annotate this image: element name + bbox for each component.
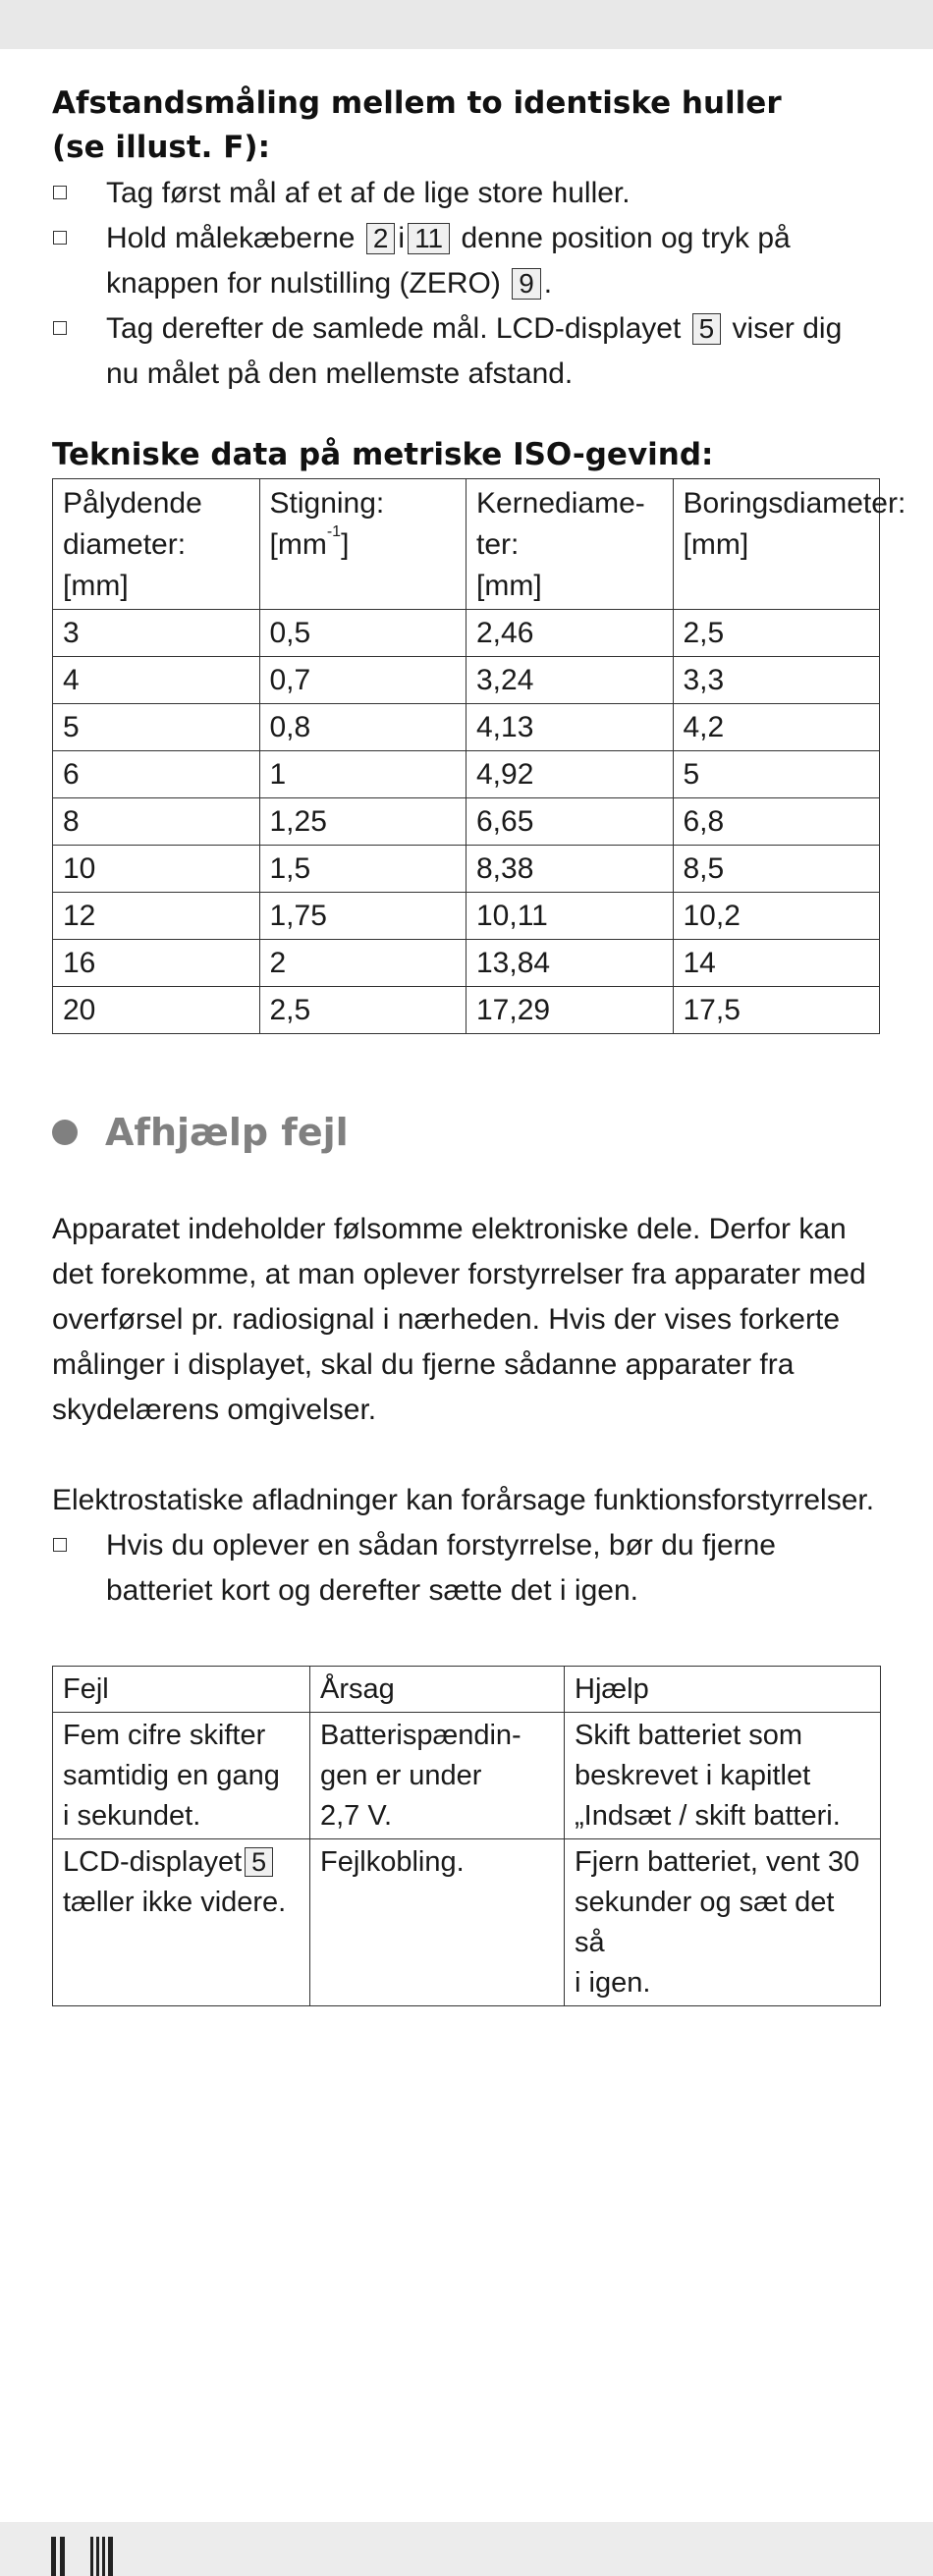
part-ref-badge: 11 [408,223,450,254]
part-ref-badge: 5 [692,313,722,345]
page-bottom-band [0,2522,933,2576]
list-item: Hvis du oplever en sådan forstyrrelse, bør du fjerne batteriet kort og derefter sætte det i igen. [52,1523,880,1614]
gray-dot-icon [52,1120,78,1145]
tech-data-heading: Tekniske data på metriske ISO-gevind: [52,437,714,472]
header-aarsag: Årsag [310,1667,565,1713]
table-row: 20 2,5 17,29 17,5 [53,987,880,1034]
header-drill-diameter: Boringsdiameter: [mm] [673,479,880,610]
error-table [52,1666,881,2006]
electrostatic-steps [52,1523,880,1614]
distance-heading-line2: (se illust. F): [52,130,270,165]
table-row: 8 1,25 6,65 6,8 [53,798,880,846]
table-row: Fem cifre skifter samtidig en gang i sekundet. Batterispændin- gen er under 2,7 V. Skift batteriet som beskrevet i kapitlet „Indsæt / skift batteri. [53,1713,881,1839]
table-header-row [53,479,880,610]
distance-heading [52,82,880,170]
table-header-row [53,1667,881,1713]
header-fejl: Fejl [53,1667,310,1713]
table-row: 10 1,5 8,38 8,5 [53,846,880,893]
checkbox-square-icon [53,231,67,245]
table-row: 12 1,75 10,11 10,2 [53,893,880,940]
table-row: 16 2 13,84 14 [53,940,880,987]
table-row: 4 0,7 3,24 3,3 [53,657,880,704]
interference-paragraph: Apparatet indeholder følsomme elektroniske dele. Derfor kan det forekomme, at man oplever forstyrrelser fra apparater med overførsel pr. radiosignal i nærheden. Hvis der vises forkerte målinger i displayet, skal du fjerne sådanne apparater fra skydelærens omgivelser. [52,1213,866,1426]
header-hjaelp: Hjælp [565,1667,881,1713]
checkbox-square-icon [53,1538,67,1552]
list-item: Tag først mål af et af de lige store huller. [52,171,880,216]
part-ref-badge: 5 [245,1847,273,1877]
barcode-marks-icon [51,2529,120,2576]
table-row: LCD-displayet 5 tæller ikke videre. Fejlkobling. Fjern batteriet, vent 30 sekunder og sæt det så i igen. [53,1839,881,2006]
list-item: Hold målekæberne 2 i 11 denne position og tryk på knappen for nulstilling (ZERO) 9 . [52,216,880,306]
checkbox-square-icon [53,186,67,199]
iso-thread-table [52,478,906,1034]
page-content [52,82,906,2006]
page-top-band [0,0,933,49]
table-row: 5 0,8 4,13 4,2 [53,704,880,751]
header-pitch: Stigning: $[mm^{-1}]$ [259,479,466,610]
list-item: Tag derefter de samlede mål. LCD-displayet 5 viser dig nu målet på den mellemste afstand. [52,306,880,397]
part-ref-badge: 9 [512,268,541,300]
part-ref-badge: 2 [366,223,396,254]
table-row: 3 0,5 2,46 2,5 [53,610,880,657]
distance-steps [52,171,880,397]
header-core-diameter: Kernediame- ter: [mm] [466,479,674,610]
electrostatic-paragraph: Elektrostatiske afladninger kan forårsage funktionsforstyrrelser. [52,1484,875,1516]
header-nominal-diameter: Pålydende diameter: [mm] [53,479,260,610]
distance-heading-line1: Afstandsmåling mellem to identiske huller [52,85,782,121]
troubleshooting-title: Afhjælp fejl [52,1111,880,1154]
table-row: 6 1 4,92 5 [53,751,880,798]
checkbox-square-icon [53,321,67,335]
